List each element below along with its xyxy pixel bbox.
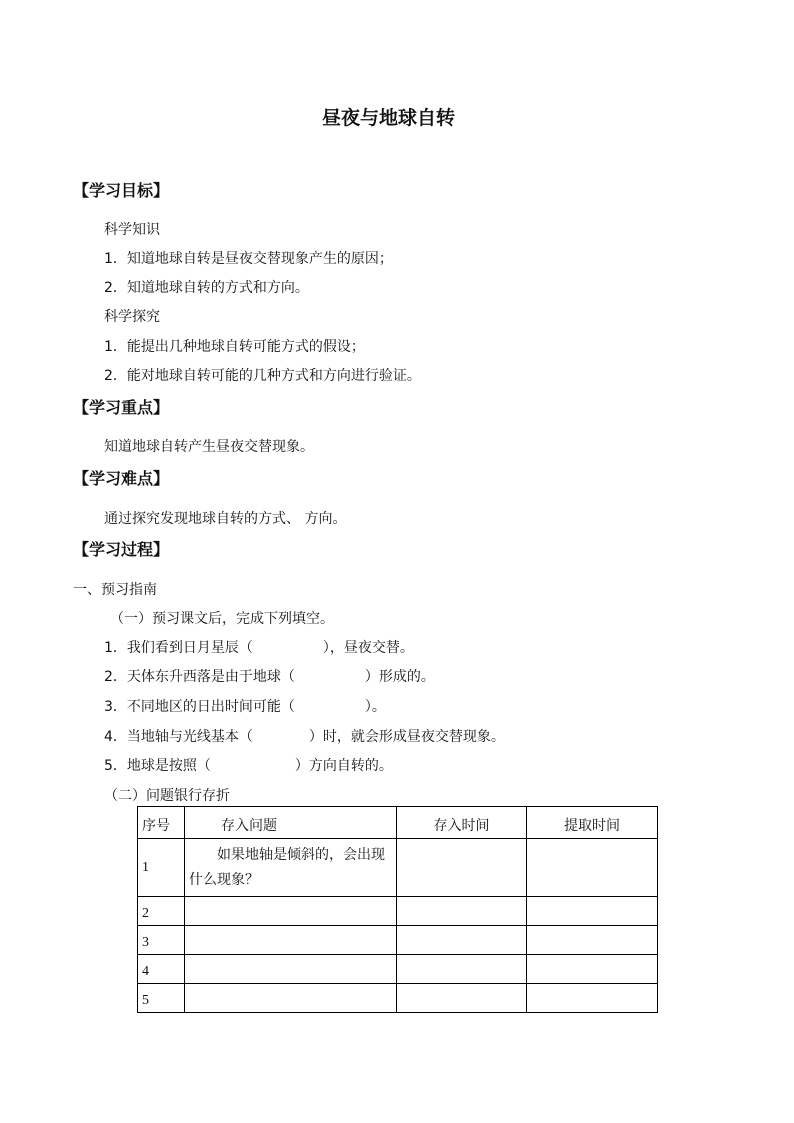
row-withdraw-time: [527, 926, 658, 955]
fill-item-5: 5．地球是按照（ ）方向自转的。: [104, 758, 393, 774]
inquiry-item-1: 1．能提出几种地球自转可能方式的假设；: [104, 339, 365, 355]
question-bank-table: [137, 806, 658, 1013]
table-row: [138, 897, 658, 926]
fill-item-3: 3．不同地区的日出时间可能（ ）。: [104, 699, 386, 715]
row-deposit-time: [397, 926, 527, 955]
header-number: 序号: [138, 807, 185, 839]
row-question: 如果地轴是倾斜的，会出现什么现象？: [185, 839, 397, 897]
row-number: 5: [138, 984, 185, 1013]
row-question: [185, 926, 397, 955]
key-points-heading: 【学习重点】: [73, 398, 170, 417]
row-question: [185, 897, 397, 926]
fill-item-2: 2．天体东升西落是由于地球（ ）形成的。: [104, 669, 435, 685]
row-withdraw-time: [527, 955, 658, 984]
table-row: [138, 926, 658, 955]
fill-item-1: 1．我们看到日月星辰（ ），昼夜交替。: [104, 640, 414, 656]
header-question: 存入问题: [185, 807, 397, 839]
row-deposit-time: [397, 897, 527, 926]
knowledge-item-1: 1．知道地球自转是昼夜交替现象产生的原因；: [104, 251, 393, 267]
row-question: [185, 984, 397, 1013]
table-row: [138, 839, 658, 897]
process-heading: 【学习过程】: [73, 540, 170, 559]
row-withdraw-time: [527, 839, 658, 897]
key-points-text: 知道地球自转产生昼夜交替现象。: [104, 439, 314, 455]
difficulties-text: 通过探究发现地球自转的方式、 方向。: [104, 511, 347, 527]
row-number: 3: [138, 926, 185, 955]
row-deposit-time: [397, 955, 527, 984]
row-question: [185, 955, 397, 984]
table-row: [138, 955, 658, 984]
preview-guide-heading: 一、预习指南: [73, 582, 157, 598]
question-bank-heading: （二）问题银行存折: [104, 788, 230, 804]
page-title: 昼夜与地球自转: [322, 107, 456, 129]
row-deposit-time: [397, 984, 527, 1013]
header-withdraw-time: 提取时间: [527, 807, 658, 839]
row-withdraw-time: [527, 984, 658, 1013]
table-row: [138, 984, 658, 1013]
row-deposit-time: [397, 839, 527, 897]
knowledge-item-2: 2．知道地球自转的方式和方向。: [104, 280, 309, 296]
row-withdraw-time: [527, 897, 658, 926]
science-knowledge-label: 科学知识: [104, 222, 160, 238]
fill-item-4: 4．当地轴与光线基本（ ）时，就会形成昼夜交替现象。: [104, 729, 505, 745]
row-number: 2: [138, 897, 185, 926]
objectives-heading: 【学习目标】: [73, 181, 170, 200]
header-deposit-time: 存入时间: [397, 807, 527, 839]
row-number: 1: [138, 839, 185, 897]
fill-blank-instructions: （一）预习课文后，完成下列填空。: [110, 611, 334, 627]
science-inquiry-label: 科学探究: [104, 309, 160, 325]
row-number: 4: [138, 955, 185, 984]
table-header-row: [138, 807, 658, 839]
inquiry-item-2: 2．能对地球自转可能的几种方式和方向进行验证。: [104, 368, 421, 384]
difficulties-heading: 【学习难点】: [73, 469, 170, 488]
